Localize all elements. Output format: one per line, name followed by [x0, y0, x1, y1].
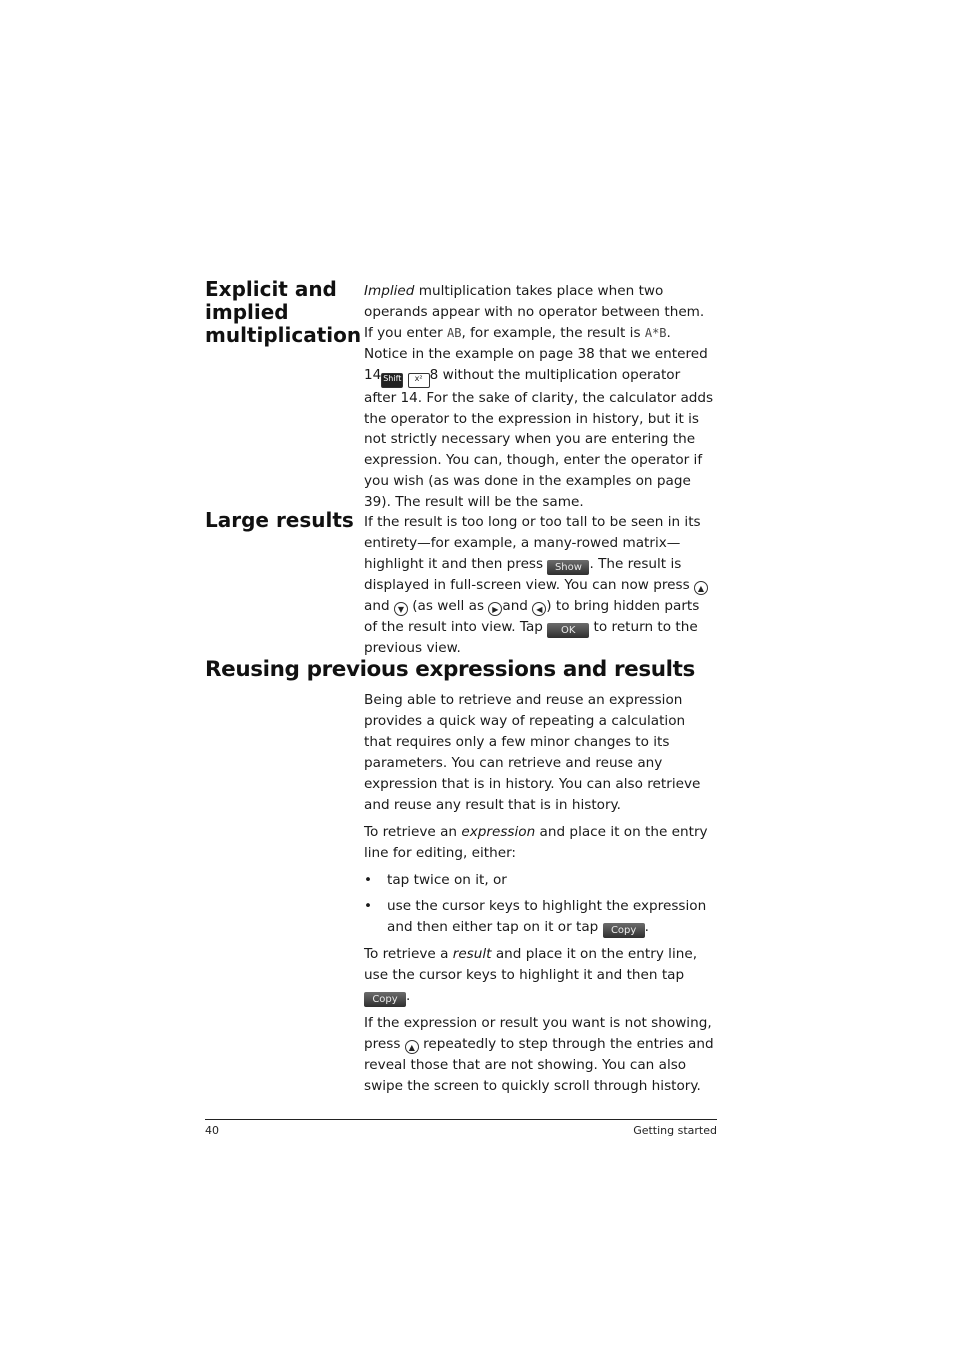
section-implied-multiplication-body [364, 281, 716, 513]
text-run: If the result is too long or too tall to be seen in its entirety—for example, a many-rowed matrix—highlight it and then press [364, 514, 701, 572]
heading-reusing-expressions: Reusing previous expressions and results [205, 657, 695, 682]
show-button-icon: Show [547, 560, 589, 575]
section-reusing-body [364, 690, 716, 1097]
text-run: (as well as [407, 597, 489, 614]
text-run: . [406, 987, 411, 1004]
down-arrow-icon: ▼ [394, 602, 408, 616]
up-arrow-icon: ▲ [405, 1040, 419, 1054]
power-key-icon: x² [408, 373, 430, 388]
right-arrow-icon: ▶ [488, 602, 502, 616]
text-run: repeatedly to step through the entries and reveal those that are not showing. You can also swipe the screen to quickly scroll through history. [364, 1035, 714, 1094]
section-large-results-body [364, 512, 716, 659]
retrieve-options-list [364, 870, 716, 938]
heading-large-results: Large results [205, 508, 354, 532]
text-run: , for example, the result is [461, 324, 645, 341]
text-run: . Notice in the example on page 38 that we entered 14 [364, 324, 708, 383]
text-run: ) to bring hidden parts of the result into view. Tap [364, 597, 700, 635]
heading-explicit-implied-multiplication: Explicit and implied multiplication [205, 277, 362, 347]
shift-key-icon: Shift [381, 373, 403, 388]
text-run: and [364, 597, 394, 614]
left-arrow-icon: ◀ [532, 602, 546, 616]
chapter-title: Getting started [633, 1124, 717, 1137]
list-item [364, 896, 716, 938]
paragraph-retrieve-expression [364, 822, 716, 864]
page-number: 40 [205, 1124, 219, 1137]
text-run: . The result is displayed in full-screen view. You can now press [364, 555, 694, 593]
paragraph-retrieve-result [364, 944, 716, 1007]
paragraph-large-results [364, 512, 716, 659]
text-run: To retrieve a [364, 946, 453, 963]
list-item: • tap twice on it, or [364, 870, 716, 891]
paragraph-not-showing [364, 1013, 716, 1097]
text-run: and place it on the entry line for editing, either: [364, 824, 708, 862]
emphasis-implied: Implied [364, 283, 415, 299]
ok-button-icon: OK [547, 623, 589, 638]
text-run: and [502, 597, 533, 614]
text-run: . [644, 919, 649, 936]
copy-button-icon: Copy [364, 992, 406, 1007]
paragraph-implied-multiplication [364, 281, 716, 513]
copy-button-icon: Copy [603, 923, 645, 938]
emphasis-expression: expression [461, 824, 536, 841]
paragraph-reusing-intro: Being able to retrieve and reuse an expression provides a quick way of repeating a calculation that requires only a few minor changes to its parameters. You can retrieve and reuse any expression that is in history. You can also retrieve and reuse any result that is in history. [364, 692, 701, 813]
text-run: and place it on the entry line, use the cursor keys to highlight it and then tap [364, 946, 698, 983]
code-ab: AB [447, 325, 462, 340]
footer-divider [205, 1119, 717, 1120]
emphasis-result: result [452, 946, 492, 963]
up-arrow-icon: ▲ [694, 581, 708, 595]
text-run: 8 without the multiplication operator after 14. For the sake of clarity, the calculator adds the operator to the expression in history, but it is not strictly necessary when you are entering the expression. You can, though, enter the operator if you wish (as was done in the examples on page 39). The result will be the same. [364, 366, 714, 511]
text-run: use the cursor keys to highlight the expression and then either tap on it or tap [387, 898, 707, 936]
text-run: multiplication takes place when two operands appear with no operator between them. If you enter [364, 283, 705, 341]
code-a-times-b: A*B [644, 325, 667, 340]
text-run: If the expression or result you want is not showing, press [364, 1014, 712, 1052]
text-run: to return to the previous view. [364, 618, 698, 656]
text-run: To retrieve an [364, 824, 462, 841]
